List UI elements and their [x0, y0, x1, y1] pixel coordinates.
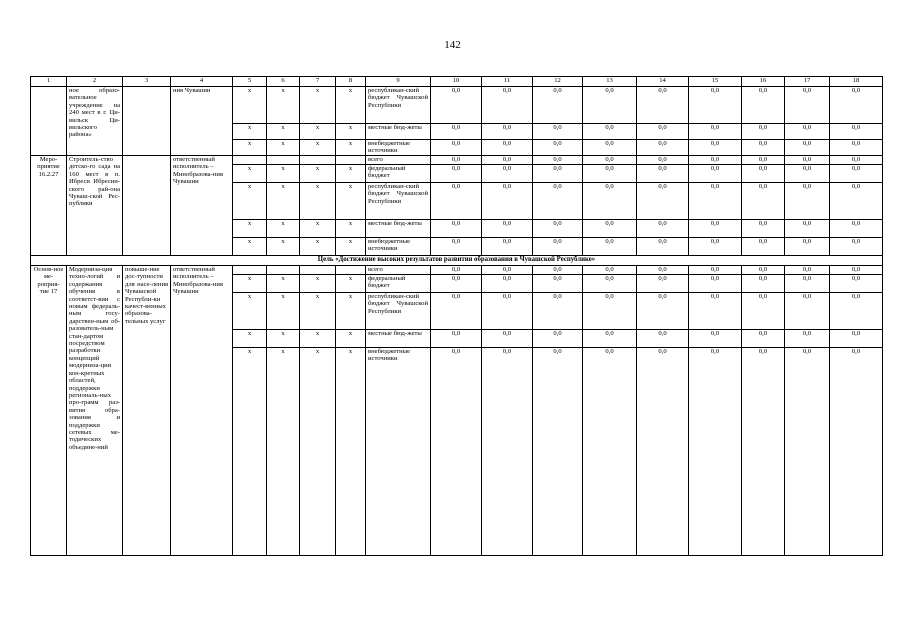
x-cell: x — [336, 238, 366, 256]
empty-cell — [233, 156, 267, 165]
measure-code: Меро-приятие 16.2.27 — [31, 156, 67, 256]
value-cell: 0,0 — [637, 156, 689, 165]
x-cell: x — [267, 275, 300, 293]
column-header-7: 7 — [300, 77, 336, 87]
table-row — [31, 87, 883, 124]
measure-code: Основ-ное ме-роприя-тие 17 — [31, 266, 67, 556]
value-cell: 0,0 — [533, 266, 583, 275]
x-cell: x — [267, 87, 300, 124]
column-header-6: 6 — [267, 77, 300, 87]
x-cell: x — [233, 330, 267, 348]
x-cell: x — [233, 348, 267, 556]
value-cell: 0,0 — [482, 348, 533, 556]
empty-cell — [267, 266, 300, 275]
x-cell: x — [267, 293, 300, 330]
value-cell: 0,0 — [830, 348, 883, 556]
x-cell: x — [300, 275, 336, 293]
empty-cell — [336, 156, 366, 165]
empty-cell — [300, 156, 336, 165]
value-cell: 0,0 — [533, 156, 583, 165]
column-header-9: 9 — [366, 77, 431, 87]
x-cell: x — [233, 124, 267, 140]
value-cell: 0,0 — [830, 156, 883, 165]
value-cell: 0,0 — [533, 124, 583, 140]
value-cell: 0,0 — [689, 238, 742, 256]
value-cell: 0,0 — [533, 87, 583, 124]
value-cell: 0,0 — [583, 183, 637, 220]
value-cell: 0,0 — [637, 124, 689, 140]
executor: ответственный исполнитель – Минобразова-ния Чувашии — [171, 156, 233, 256]
value-cell: 0,0 — [431, 140, 482, 156]
x-cell: x — [336, 165, 366, 183]
value-cell: 0,0 — [742, 220, 785, 238]
source-republic: республикан-ский бюджет Чувашской Республики — [366, 293, 431, 330]
value-cell: 0,0 — [689, 87, 742, 124]
value-cell: 0,0 — [785, 275, 830, 293]
source-total: всего — [366, 156, 431, 165]
source-local: местные бюд-жеты — [366, 220, 431, 238]
value-cell: 0,0 — [431, 87, 482, 124]
measure-name: ное образо-вательное учреждение на 240 мест в г. Ци-вильск Ци-вильского района» — [67, 87, 123, 156]
value-cell: 0,0 — [583, 266, 637, 275]
column-header-8: 8 — [336, 77, 366, 87]
x-cell: x — [300, 140, 336, 156]
value-cell: 0,0 — [637, 266, 689, 275]
value-cell: 0,0 — [689, 124, 742, 140]
value-cell: 0,0 — [689, 140, 742, 156]
value-cell: 0,0 — [583, 348, 637, 556]
column-header-12: 12 — [533, 77, 583, 87]
value-cell: 0,0 — [482, 266, 533, 275]
value-cell: 0,0 — [533, 348, 583, 556]
source-federal: федеральный бюджет — [366, 165, 431, 183]
value-cell: 0,0 — [482, 165, 533, 183]
goal-row — [31, 256, 883, 266]
value-cell: 0,0 — [533, 330, 583, 348]
value-cell: 0,0 — [742, 293, 785, 330]
x-cell: x — [300, 220, 336, 238]
value-cell: 0,0 — [482, 124, 533, 140]
column-header-row — [31, 77, 883, 87]
column-header-2: 2 — [67, 77, 123, 87]
value-cell: 0,0 — [830, 266, 883, 275]
value-cell: 0,0 — [830, 330, 883, 348]
value-cell: 0,0 — [785, 220, 830, 238]
value-cell: 0,0 — [830, 87, 883, 124]
value-cell: 0,0 — [785, 348, 830, 556]
value-cell: 0,0 — [830, 183, 883, 220]
value-cell: 0,0 — [689, 348, 742, 556]
value-cell: 0,0 — [785, 238, 830, 256]
x-cell: x — [233, 293, 267, 330]
value-cell: 0,0 — [785, 266, 830, 275]
value-cell: 0,0 — [637, 140, 689, 156]
x-cell: x — [267, 183, 300, 220]
value-cell: 0,0 — [689, 165, 742, 183]
value-cell: 0,0 — [637, 330, 689, 348]
value-cell: 0,0 — [742, 124, 785, 140]
value-cell: 0,0 — [431, 330, 482, 348]
value-cell: 0,0 — [830, 124, 883, 140]
empty-cell — [123, 87, 171, 156]
value-cell: 0,0 — [482, 293, 533, 330]
column-header-14: 14 — [637, 77, 689, 87]
value-cell: 0,0 — [533, 183, 583, 220]
value-cell: 0,0 — [689, 293, 742, 330]
value-cell: 0,0 — [830, 165, 883, 183]
value-cell: 0,0 — [533, 220, 583, 238]
x-cell: x — [300, 183, 336, 220]
value-cell: 0,0 — [583, 87, 637, 124]
column-header-11: 11 — [482, 77, 533, 87]
value-cell: 0,0 — [431, 165, 482, 183]
x-cell: x — [267, 124, 300, 140]
x-cell: x — [300, 293, 336, 330]
value-cell: 0,0 — [689, 156, 742, 165]
value-cell: 0,0 — [830, 293, 883, 330]
value-cell: 0,0 — [689, 183, 742, 220]
value-cell: 0,0 — [742, 238, 785, 256]
value-cell: 0,0 — [742, 330, 785, 348]
value-cell: 0,0 — [742, 140, 785, 156]
value-cell: 0,0 — [742, 348, 785, 556]
value-cell: 0,0 — [637, 293, 689, 330]
x-cell: x — [300, 165, 336, 183]
goal-title: Цель «Достижение высоких результатов развития образования в Чувашской Республике» — [31, 256, 883, 266]
column-header-10: 10 — [431, 77, 482, 87]
value-cell: 0,0 — [637, 165, 689, 183]
x-cell: x — [336, 183, 366, 220]
x-cell: x — [336, 87, 366, 124]
value-cell: 0,0 — [583, 165, 637, 183]
column-header-18: 18 — [830, 77, 883, 87]
page-number: 142 — [444, 39, 461, 51]
value-cell: 0,0 — [431, 238, 482, 256]
value-cell: 0,0 — [583, 275, 637, 293]
value-cell: 0,0 — [583, 330, 637, 348]
x-cell: x — [233, 87, 267, 124]
value-cell: 0,0 — [742, 266, 785, 275]
value-cell: 0,0 — [482, 87, 533, 124]
value-cell: 0,0 — [785, 293, 830, 330]
value-cell: 0,0 — [830, 140, 883, 156]
source-extra: внебюджетные источники — [366, 348, 431, 556]
budget-table — [30, 76, 883, 556]
value-cell: 0,0 — [742, 156, 785, 165]
value-cell: 0,0 — [431, 348, 482, 556]
value-cell: 0,0 — [533, 165, 583, 183]
value-cell: 0,0 — [637, 87, 689, 124]
value-cell: 0,0 — [689, 275, 742, 293]
x-cell: x — [336, 293, 366, 330]
value-cell: 0,0 — [482, 140, 533, 156]
x-cell: x — [336, 330, 366, 348]
x-cell: x — [267, 348, 300, 556]
value-cell: 0,0 — [431, 275, 482, 293]
value-cell: 0,0 — [482, 156, 533, 165]
value-cell: 0,0 — [785, 156, 830, 165]
value-cell: 0,0 — [431, 293, 482, 330]
value-cell: 0,0 — [533, 275, 583, 293]
source-total: всего — [366, 266, 431, 275]
value-cell: 0,0 — [482, 238, 533, 256]
value-cell: 0,0 — [583, 140, 637, 156]
empty-cell — [123, 156, 171, 256]
x-cell: x — [300, 330, 336, 348]
x-cell: x — [267, 165, 300, 183]
x-cell: x — [233, 238, 267, 256]
x-cell: x — [336, 275, 366, 293]
x-cell: x — [267, 140, 300, 156]
executor: ния Чувашии — [171, 87, 233, 156]
source-republic: республикан-ский бюджет Чувашской Республики — [366, 183, 431, 220]
value-cell: 0,0 — [583, 293, 637, 330]
value-cell: 0,0 — [830, 275, 883, 293]
value-cell: 0,0 — [689, 220, 742, 238]
x-cell: x — [300, 124, 336, 140]
value-cell: 0,0 — [785, 165, 830, 183]
value-cell: 0,0 — [583, 124, 637, 140]
value-cell: 0,0 — [431, 183, 482, 220]
table-row — [31, 156, 883, 165]
measure-name: Строитель-ство детско-го сада на 160 мест в п. Ибреси Ибресин-ского рай-она Чуваш-ской Рес-публики — [67, 156, 123, 256]
value-cell: 0,0 — [482, 183, 533, 220]
value-cell: 0,0 — [785, 124, 830, 140]
empty-cell — [31, 87, 67, 156]
value-cell: 0,0 — [533, 140, 583, 156]
value-cell: 0,0 — [785, 87, 830, 124]
value-cell: 0,0 — [637, 220, 689, 238]
value-cell: 0,0 — [785, 140, 830, 156]
column-header-17: 17 — [785, 77, 830, 87]
value-cell: 0,0 — [482, 220, 533, 238]
column-header-13: 13 — [583, 77, 637, 87]
source-extra: внебюджетные источники — [366, 140, 431, 156]
value-cell: 0,0 — [637, 183, 689, 220]
value-cell: 0,0 — [785, 330, 830, 348]
value-cell: 0,0 — [431, 266, 482, 275]
source-republic: республикан-ский бюджет Чувашской Республики — [366, 87, 431, 124]
value-cell: 0,0 — [742, 183, 785, 220]
value-cell: 0,0 — [482, 275, 533, 293]
x-cell: x — [300, 348, 336, 556]
x-cell: x — [233, 220, 267, 238]
table-row — [31, 266, 883, 275]
empty-cell — [233, 266, 267, 275]
x-cell: x — [233, 165, 267, 183]
value-cell: 0,0 — [583, 220, 637, 238]
x-cell: x — [336, 220, 366, 238]
value-cell: 0,0 — [583, 156, 637, 165]
executor: ответственный исполнитель – Минобразова-ния Чувашии — [171, 266, 233, 556]
x-cell: x — [336, 348, 366, 556]
measure-name: Модерниза-ция техно-логий и содержания обучения в соответст-вии с новым федераль-ным госу-дарствен-ным об-разователь-ным стан-дартом посредством разработки концепций модерниза-ции кон-кретных областей, поддержки региональ-ных про-грамм раз-вития обра-зования и поддержки сетевых ме-тодических объедине-ний — [67, 266, 123, 556]
value-cell: 0,0 — [689, 266, 742, 275]
table-body — [31, 77, 883, 556]
value-cell: 0,0 — [637, 275, 689, 293]
value-cell: 0,0 — [533, 238, 583, 256]
source-local: местные бюд-жеты — [366, 330, 431, 348]
value-cell: 0,0 — [742, 87, 785, 124]
source-local: местные бюд-жеты — [366, 124, 431, 140]
value-cell: 0,0 — [742, 165, 785, 183]
column-header-5: 5 — [233, 77, 267, 87]
x-cell: x — [267, 220, 300, 238]
value-cell: 0,0 — [785, 183, 830, 220]
value-cell: 0,0 — [431, 220, 482, 238]
x-cell: x — [233, 275, 267, 293]
value-cell: 0,0 — [830, 220, 883, 238]
x-cell: x — [267, 238, 300, 256]
value-cell: 0,0 — [637, 348, 689, 556]
column-header-4: 4 — [171, 77, 233, 87]
source-federal: федеральный бюджет — [366, 275, 431, 293]
value-cell: 0,0 — [689, 330, 742, 348]
column-header-15: 15 — [689, 77, 742, 87]
value-cell: 0,0 — [533, 293, 583, 330]
value-cell: 0,0 — [482, 330, 533, 348]
x-cell: x — [233, 183, 267, 220]
empty-cell — [267, 156, 300, 165]
column-header-1: 1 — [31, 77, 67, 87]
value-cell: 0,0 — [431, 124, 482, 140]
empty-cell — [336, 266, 366, 275]
x-cell: x — [336, 124, 366, 140]
empty-cell — [300, 266, 336, 275]
target-indicator: повыше-ние дос-тупности для насе-ления Чувашской Республи-ки качест-венных образова-тельных услуг — [123, 266, 171, 556]
column-header-16: 16 — [742, 77, 785, 87]
value-cell: 0,0 — [830, 238, 883, 256]
value-cell: 0,0 — [583, 238, 637, 256]
x-cell: x — [300, 238, 336, 256]
x-cell: x — [233, 140, 267, 156]
x-cell: x — [336, 140, 366, 156]
value-cell: 0,0 — [742, 275, 785, 293]
x-cell: x — [267, 330, 300, 348]
value-cell: 0,0 — [637, 238, 689, 256]
column-header-3: 3 — [123, 77, 171, 87]
source-extra: внебюджетные источники — [366, 238, 431, 256]
value-cell: 0,0 — [431, 156, 482, 165]
x-cell: x — [300, 87, 336, 124]
